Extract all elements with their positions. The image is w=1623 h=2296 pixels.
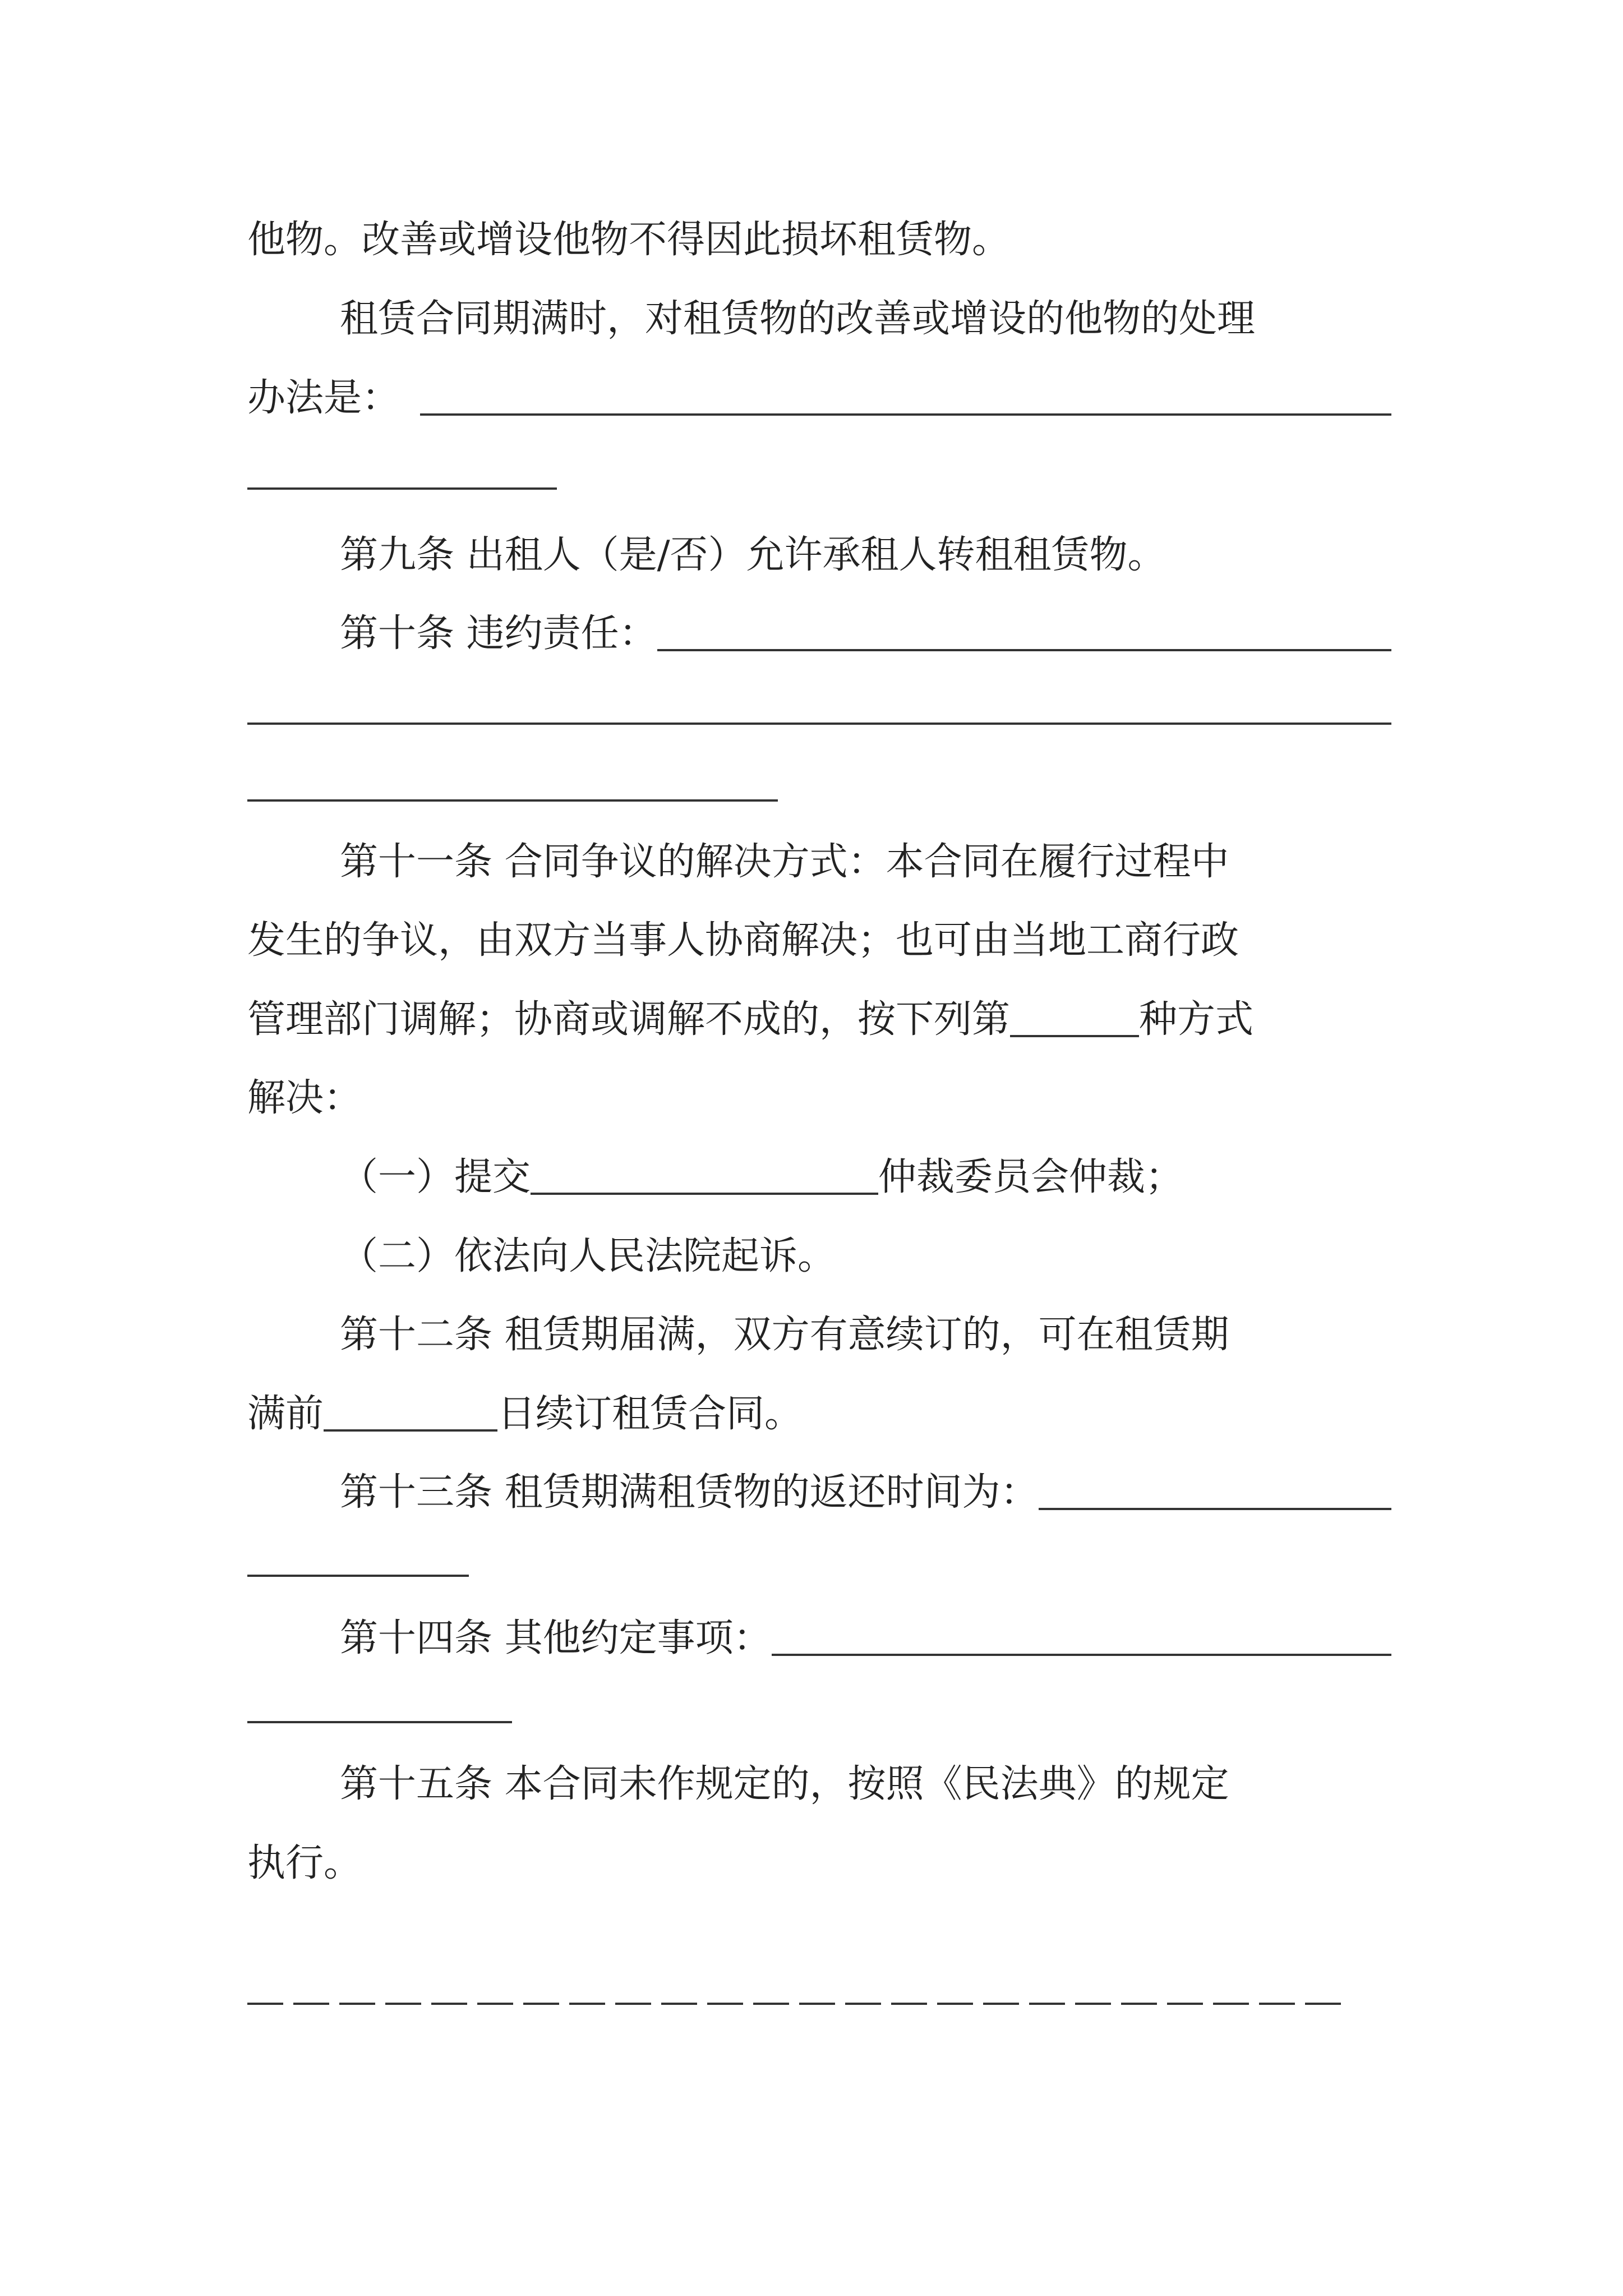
article-9: 第九条 出租人（是/否）允许承租人转租租赁物。 (340, 533, 1166, 577)
text-line (247, 209, 1391, 271)
article-14-label: 第十四条 其他约定事项： (340, 1616, 772, 1660)
fill-in-blank[interactable] (247, 799, 778, 802)
fill-in-blank[interactable] (247, 1721, 512, 1723)
fill-in-blank[interactable] (772, 1654, 1391, 1656)
option-2: （二）依法向人民法院起诉。 (340, 1234, 836, 1278)
text-line (247, 989, 1391, 1051)
text-line (247, 831, 1391, 893)
fill-in-blank[interactable] (420, 413, 1391, 416)
text-line (247, 1383, 1391, 1445)
text-line (247, 1226, 1391, 1287)
text-line (247, 1147, 1391, 1208)
article-11-line-3: 管理部门调解；协商或调解不成的，按下列第 (247, 997, 1011, 1042)
text-line (247, 1608, 1391, 1669)
article-8-expiry-clause: 租赁合同期满时，对租赁物的改善或增设的他物的处理 (340, 297, 1256, 341)
fill-in-blank[interactable] (657, 649, 1391, 651)
fill-in-blank[interactable] (247, 487, 557, 490)
text-line (247, 1304, 1391, 1366)
fill-in-blank[interactable] (1039, 1508, 1391, 1510)
text-line (247, 1833, 1391, 1894)
article-8-method-label: 办法是： (247, 376, 400, 420)
text-line (247, 1754, 1391, 1815)
fill-in-blank[interactable] (324, 1429, 497, 1432)
article-11-line-2: 发生的争议，由双方当事人协商解决；也可由当地工商行政 (247, 918, 1239, 963)
fill-in-blank[interactable] (1010, 1035, 1139, 1037)
text-line (247, 524, 1391, 586)
text-line (247, 367, 1391, 429)
fill-in-blank[interactable] (247, 1575, 469, 1577)
text-line (247, 603, 1391, 665)
text-line (247, 1068, 1391, 1129)
article-8-continuation: 他物。改善或增设他物不得因此损坏租赁物。 (247, 218, 1011, 262)
article-15-line-1: 第十五条 本合同未作规定的，按照《民法典》的规定 (340, 1762, 1229, 1806)
fill-in-blank[interactable] (247, 723, 1391, 725)
article-11-line-1: 第十一条 合同争议的解决方式：本合同在履行过程中 (340, 840, 1229, 884)
article-12-line-1: 第十二条 租赁期届满，双方有意续订的，可在租赁期 (340, 1313, 1229, 1357)
article-12-line-2-start: 满前 (247, 1392, 324, 1436)
article-10-label: 第十条 违约责任： (340, 611, 657, 656)
article-15-line-2: 执行。 (247, 1841, 362, 1885)
text-line (247, 1462, 1391, 1524)
article-11-line-3-end: 种方式 (1139, 997, 1254, 1042)
article-12-line-2-end: 日续订租赁合同。 (497, 1392, 803, 1436)
option-1-start: （一）提交 (340, 1155, 531, 1199)
article-11-line-4: 解决： (247, 1076, 362, 1120)
fill-in-blank[interactable] (531, 1193, 878, 1195)
end-separator-line (247, 2003, 1350, 2005)
text-line (247, 288, 1391, 350)
option-1-end: 仲裁委员会仲裁； (878, 1155, 1184, 1199)
text-line (247, 910, 1391, 972)
article-13-label: 第十三条 租赁期满租赁物的返还时间为： (340, 1470, 1039, 1515)
